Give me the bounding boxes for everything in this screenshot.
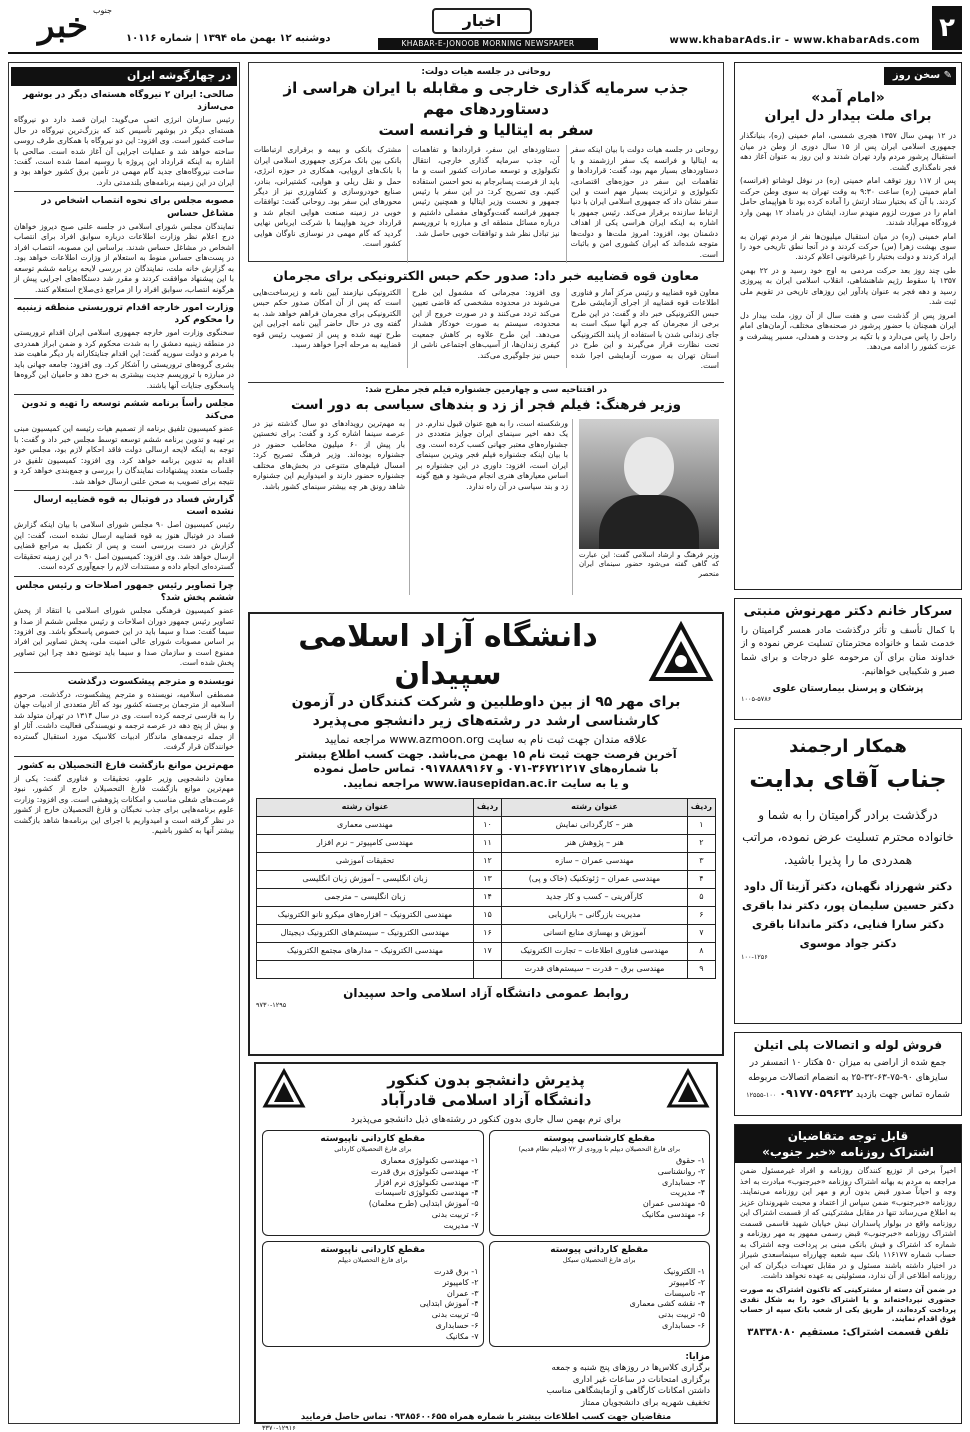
table-cell: ۱۰ <box>473 817 501 835</box>
sepidan-line2: کارشناسی ارشد در رشته‌های زیر دانشجو می‌پذیرد <box>312 712 660 729</box>
condolence2-name: جناب آقای بدایت <box>749 765 947 794</box>
left-section-title-text: در چهارگوشه ایران <box>127 69 231 82</box>
program-item: ۵- تربیت بدنی <box>658 1310 705 1320</box>
news-item-text: عضو کمیسیون فرهنگی مجلس شورای اسلامی با انتقاد از پخش تصاویر رئیس جمهور دوران اصلاحات و رئیس مجلس ششم از صدا و سیما گفت: صدا و سیما باید در این خصوص پاسخگو باشد. وی افزود: بر اساس مصوبات شورای عالی امنیت ملی، پخش تصاویر این افراد ممنوع است و سازمان صدا و سیما باید توضیح دهد چرا این تصاویر پخش شده است. <box>14 606 234 668</box>
table-row <box>257 961 716 979</box>
qadirabad-university-ad <box>254 1062 718 1432</box>
table-header: عنوان رشته <box>502 799 688 817</box>
benefit-item: تخفیف شهریه برای دانشجویان ممتاز <box>581 1397 710 1408</box>
condolence2-signer: دکتر شهرزاد نگهبان، دکتر آزیتا آل داود <box>743 880 953 894</box>
university-logo-icon <box>666 1068 710 1112</box>
qadirabad-header <box>262 1068 710 1112</box>
program-box-title: مقطع کاردانی ناپیوسته <box>320 1134 426 1145</box>
subscribe-text: اخیراً برخی از توزیع کنندگان روزنامه و افراد غیرمسئول ضمن مراجعه به مردم به بهانه اشتراک روزنامه «خبرجنوب» مبادرت به اخذ وجه و احیاناً صدور قبض بدون آرم و مهر این روزنامه می‌نمایند. روزنامه «خبرجنوب» ضمن سپاس از اعتماد و محبت شهروندان عزیز به اطلاع می‌رساند تنها در مقابل مشترکینی که از قسمت اشتراک این روزنامه واقع در بولوار پاسداران نبش خیابان شهید قاسمی قسمت اشتراک روزنامه «خبرجنوب» قبض رسمی ممهور به مهر روزنامه و شماره کد اشتراک و فیش بانکی مبنی بر پرداخت وجه اشتراک به حساب شماره ۱۱۶۱۷۷ بانک سپه شعبه چهارراه سینماسعدی شیراز در اختیار داشته باشند مسئول و در مقابل تعهدات دیگران که این روزنامه اطلاعی از آن ندارد، مسئولیتی به عهده نخواهد داشت. <box>740 1166 956 1281</box>
benefit-item: برگزاری امتحانات در ساعات غیر اداری <box>572 1374 710 1385</box>
condolence2-signer: دکتر جواد موسوی <box>799 936 897 950</box>
subscribe-phone-row <box>735 1326 961 1340</box>
editorial-tag <box>884 67 956 85</box>
news-item-text: عضو کمیسیون تلفیق برنامه از تصمیم هیات رئیسه این کمیسیون مبنی بر تهیه و تدوین برنامه ششم توسعه توسط مجلس خبر داد و گفت: با توجه به اینکه لایحه ارسالی دولت فاقد احکام لازم بود، مجلس خود اقدام به تدوین برنامه خواهد کرد. وی افزود: کمیسیون تلفیق در جلسات متعدد پیشنهادات نمایندگان را بررسی و جمع‌بندی خواهد کرد و نتیجه برای تصویب به صحن علنی ارسال خواهد شد. <box>14 424 234 486</box>
page-number: ۲ <box>932 6 962 50</box>
table-cell: تحقیقات آموزشی <box>257 853 474 871</box>
table-row <box>257 925 716 943</box>
logo-main: خبر <box>37 6 89 46</box>
condolence2-signer: دکتر حسین سلیمان پور، دکتر ندا باقری <box>741 898 955 912</box>
qadirabad-programs-grid <box>262 1130 710 1347</box>
qadirabad-title-1: پذیرش دانشجو بدون کنکور <box>387 1070 585 1089</box>
divider <box>14 394 234 395</box>
sepidan-line4: آخرین فرصت جهت ثبت نام ۱۵ بهمن می‌باشد. جهت کسب اطلاع بیشتر <box>295 747 677 761</box>
sale-code: ۱۰۰-۱۲۵۵۵ <box>746 1090 777 1099</box>
culture-story <box>248 382 724 610</box>
subscribe-note: در ضمن آن دسته از مشترکینی که تاکنون اشتراک به صورت حضوری نپرداخته‌اند و یا اشتراک خود را به شکل نقدی پرداخت کرده‌اند، از طریق یکی از شعب بانک سپه از حساب فوق اقدام نمایند. <box>740 1284 956 1324</box>
sepidan-title-block <box>256 618 640 693</box>
main-story-column: روحانی در جلسه هیات دولت با بیان اینکه سفر به ایتالیا و فرانسه یک سفر ارزشمند و با دستاوردهای بسیار مهم بود، گفت: قراردادها و تفاهمات این سفر در حوزه‌های اقتصادی، تکنولوژی و ترانزیت بسیار مهم است و این سفر نشان داد که جمهوری اسلامی ایران با دنیا ارتباط سازنده برقرار می‌کند. رئیس جمهور با اشاره به اینکه ایران هراسی یکی از اهداف دشمنان بود، افزود: امروز ملت‌ها و دولت‌ها متوجه شده‌اند که ایران کشوری امن و باثبات است. <box>566 145 718 263</box>
table-cell: ۹ <box>687 961 715 979</box>
news-item-title: نویسنده و مترجم پیشکسوت درگذشت <box>67 676 234 687</box>
table-cell: مهندسی معماری <box>257 817 474 835</box>
condolence1-signature: پزشکان و پرسنل بیمارستان علوی <box>772 684 924 695</box>
main-story-column: مشترک بانکی و بیمه و برقراری ارتباطات بانکی بین بانک مرکزی جمهوری اسلامی ایران با بانک‌های اروپایی، همکاری در حوزه انرژی، حمل و نقل ریلی و هوایی، کشتیرانی، بنادر، صنایع خودروسازی و کشاورزی نیز از دیگر محورهای این سفر بود. روحانی گفت: توافقات خوبی در زمینه صنعت هوایی انجام شد و قرارداد خرید هواپیما با شرکت ایرباس نهایی گردید که گام مهمی در نوسازی ناوگان هوایی کشور است. <box>254 145 402 249</box>
table-cell: مهندسی الکترونیک – مدارهای مجتمع الکترونیک <box>257 943 474 961</box>
sepidan-line3: علاقه مندان جهت ثبت نام به سایت www.azmoon.org مراجعه نمایید <box>324 732 648 746</box>
table-header: ردیف <box>687 799 715 817</box>
table-row <box>257 817 716 835</box>
editorial-paragraph: طی چند روز بعد حرکت مردمی به اوج خود رسید و در ۲۲ بهمن ۱۳۵۷ با سقوط رژیم شاهنشاهی، انقلاب اسلامی ایران به پیروزی رسید و دهه فجر به عنوان یادآور این روزهای تاریخی در تقویم ملی ثبت شد. <box>740 265 957 307</box>
table-cell: هنر – کارگردانی نمایش <box>502 817 688 835</box>
divider <box>14 672 234 673</box>
table-cell: مهندسی عمران – سازه <box>502 853 688 871</box>
masthead-rule <box>8 52 962 54</box>
table-cell <box>473 961 501 979</box>
judiciary-story <box>248 266 724 378</box>
condolence1-text: با کمال تأسف و تأثر درگذشت مادر همسر گرامیتان را خدمت شما و خانواده محترمتان تسلیت عرض نموده و از خداوند منان برای آن مرحومه علو درجات و برای شما صبر و شکیبایی خواهانیم. <box>741 625 955 678</box>
program-box-title: مقطع کاردانی پیوسته <box>550 1245 649 1256</box>
newspaper-logo <box>8 6 118 50</box>
table-cell: هنر – پژوهش هنر <box>502 835 688 853</box>
table-row <box>257 889 716 907</box>
program-item: ۲- کامپیوتر <box>442 1277 479 1287</box>
program-item: ۶- حسابداری <box>435 1321 479 1331</box>
news-item-title: گزارش فساد در فوتبال به قوه قضاییه ارسال نشده است <box>33 495 234 518</box>
culture-headline: وزیر فرهنگ: فیلم فجر از زد و بندهای سیاسی به دور است <box>290 397 682 414</box>
table-cell: مهندسی کامپیوتر – نرم افزار <box>257 835 474 853</box>
judiciary-column: معاون قوه قضاییه و رئیس مرکز آمار و فناوری اطلاعات قوه قضاییه از اجرای آزمایشی طرح حبس الکترونیکی خبر داد و گفت: در این طرح برخی از مجرمان که جرم آنها سبک است به جای زندانی شدن با استفاده از پابند الکترونیکی تحت نظارت قرار می‌گیرند و این طرح در استان تهران به صورت آزمایشی اجرا شده است. <box>566 288 719 368</box>
table-row <box>257 907 716 925</box>
program-item: ۱- الکترونیک <box>663 1267 705 1277</box>
editorial-paragraph: امام خمینی (ره) در میان استقبال میلیون‌ها نفر از مردم تهران به سوی بهشت زهرا (س) حرکت کردند و در آنجا نطق تاریخی خود را ایراد کردند و دولت بختیار را غیرقانونی اعلام کردند. <box>740 231 956 262</box>
program-item: ۶- مهندسی مکانیک <box>641 1210 705 1220</box>
table-cell: ۱۶ <box>473 925 501 943</box>
editorial-paragraph: در ۱۲ بهمن سال ۱۳۵۷ هجری شمسی، امام خمینی (ره)، بنیانگذار جمهوری اسلامی ایران پس از ۱۵ سال دوری از وطن در میان استقبال پرشور مردم وارد تهران شدند و این روز به عنوان آغاز دهه فجر نامگذاری گشت. <box>740 131 956 172</box>
table-cell: آموزش و بهسازی منابع انسانی <box>502 925 688 943</box>
table-cell: ۱۱ <box>473 835 501 853</box>
news-item-title: مهم‌ترین موانع بازگشت فارغ التحصیلان به کشور <box>18 760 234 771</box>
section-box <box>432 8 532 34</box>
news-item-text: معاون دانشجویی وزیر علوم، تحقیقات و فناوری گفت: یکی از مهم‌ترین موانع بازگشت فارغ التحصیلان خارج از کشور، نبود فرصت‌های شغلی مناسب و امکانات پژوهشی است. وی افزود: وزارت علوم برنامه‌هایی برای جذب نخبگان و فارغ التحصیلان خارج از کشور در نظر گرفته است و امیدواریم با اجرای این برنامه‌ها شاهد بازگشت بیشتر آنها به کشور باشیم. <box>14 773 234 836</box>
website[interactable]: www.khabarAds.ir - www.khabarAds.com <box>669 35 920 46</box>
condolence2-code: ۱۰۰-۱۲۵۶ <box>741 953 768 962</box>
culture-photo-caption: وزیر فرهنگ و ارشاد اسلامی گفت: این عبارت که گاهی گفته می‌شود حضور سینمای ایران منحصر <box>579 550 719 578</box>
table-cell: مهندسی الکترونیک – سیستم‌های الکترونیک دیجیتال <box>257 925 474 943</box>
program-box-sub: برای فارغ التحصیلان دیپلم با ورودی از ۷۲ (دیپلم نظام قدیم) <box>518 1145 681 1154</box>
table-row <box>257 835 716 853</box>
program-item: ۵- آموزش ابتدایی (طرح معلمان) <box>368 1199 479 1209</box>
program-box <box>489 1241 711 1347</box>
divider <box>14 576 234 577</box>
news-item-title: صالحی: ایران ۲ نیروگاه هسته‌ای دیگر در بوشهر می‌سازد <box>23 89 234 112</box>
table-cell <box>257 961 474 979</box>
program-item: ۳- عمران <box>446 1288 479 1298</box>
table-cell: ۲ <box>687 835 715 853</box>
table-cell: ۱۳ <box>473 871 501 889</box>
main-headline-2: سفر به ایتالیا و فرانسه است <box>378 121 594 140</box>
section-title: اخبار <box>462 11 502 30</box>
program-item: ۴- آموزش ابتدایی <box>419 1299 479 1309</box>
benefit-item: برگزاری کلاس‌ها در روزهای پنج شنبه و جمعه <box>551 1363 710 1374</box>
program-box-sub: برای فارغ التحصیلان کاردانی <box>334 1145 412 1154</box>
table-cell: کارآفرینی – کسب و کار جدید <box>502 889 688 907</box>
table-cell: ۸ <box>687 943 715 961</box>
sepidan-code: ۹۷۳۰-۱۲۹۵ <box>256 1001 287 1010</box>
program-item: ۷- مکانیک <box>445 1331 479 1341</box>
left-section-title <box>11 67 237 86</box>
program-box-title: مقطع کارشناسی پیوسته <box>543 1134 656 1145</box>
program-box <box>262 1241 484 1347</box>
program-item: ۳- مهندسی تکنولوژی نرم افزار <box>375 1177 479 1187</box>
qadirabad-title-2: دانشگاه آزاد اسلامی قادرآباد <box>380 1091 592 1109</box>
culture-body <box>253 419 719 598</box>
table-cell: ۳ <box>687 853 715 871</box>
subscribe-phone-label: تلفن قسمت اشتراک: مستقیم <box>799 1327 949 1339</box>
university-logo-icon <box>262 1068 306 1112</box>
table-cell: زبان انگلیسی – آموزش زبان انگلیسی <box>257 871 474 889</box>
table-cell: ۴ <box>687 871 715 889</box>
main-kicker: روحانی در جلسه هیات دولت: <box>421 67 551 77</box>
qadirabad-code: ۳۳۷۰-۱۲۹۱۶ <box>262 1423 296 1432</box>
left-news-column <box>8 62 240 1424</box>
table-cell: ۵ <box>687 889 715 907</box>
table-row <box>257 871 716 889</box>
main-headline-1: جذب سرمایه گذاری خارجی و مقابله با ایران هراسی از دستاوردهای مهم <box>283 79 689 119</box>
portrait-head <box>624 437 674 497</box>
table-cell: ۱۲ <box>473 853 501 871</box>
news-item-text: رئیس سازمان انرژی اتمی می‌گوید: ایران قصد دارد دو نیروگاه هسته‌ای دیگر در بوشهر تأسیس کند که بزرگ‌ترین نیروگاه در حال ساخت کشور است. وی افزود: این دو نیروگاه با همکاری طرف روسی ساخته خواهد شد و عملیات اجرایی آن آغاز شده است. صالحی با اشاره به اینکه قرارداد این پروژه با روسیه امضا شده است، گفت: ساخت نیروگاه‌های جدید گام مهمی در تأمین برق کشور خواهد بود و ایران در این زمینه برنامه‌های بلندمدتی دارد. <box>14 115 234 187</box>
editorial-paragraph: پس از ۱۱۷ روز توقف امام خمینی (ره) در نوفل لوشاتو (فرانسه) امام خمینی (ره) ساعت ۹:۳۰ به وقت تهران به سوی وطن حرکت کردند. با آن که بختیار ستاد ارتش را آماده کرده بود تا هواپیمای حامل امام را در صورت لزوم منهدم سازد، ایشان در بامداد ۱۲ بهمن وارد فرودگاه مهرآباد شدند. <box>740 176 956 228</box>
table-cell: ۱۴ <box>473 889 501 907</box>
logo-sub: جنوب <box>92 6 112 15</box>
program-box <box>489 1130 711 1236</box>
divider <box>14 298 234 299</box>
program-item: ۲- روانشناسی <box>657 1166 705 1176</box>
program-item: ۵- تربیت بدنی <box>431 1310 479 1320</box>
table-cell: ۶ <box>687 907 715 925</box>
culture-column: به مهم‌ترین رویدادهای دو سال گذشته نیز در عرصه سینما اشاره کرد و گفت: برای نخستین بار پیش از ۶۰ میلیون مخاطب حضور در جشنواره بوده‌اند. وزیر فرهنگ تصریح کرد: امسال فیلم‌های متنوعی در بخش‌های مختلف جشنواره حضور دارند و امیدواریم این جشنواره شاهد رونق هر چه بیشتر سینمای کشور باشد. <box>253 419 410 595</box>
judiciary-column: وی افزود: مجرمانی که مشمول این طرح می‌شوند در محدوده مشخصی که قاضی تعیین می‌کند تردد می‌کنند و در صورت خروج از این محدوده، سیستم به صورت خودکار هشدار می‌دهد. این طرح علاوه بر کاهش جمعیت کیفری زندان‌ها، از آسیب‌های اجتماعی ناشی از حبس نیز جلوگیری می‌کند. <box>407 288 560 368</box>
divider <box>14 490 234 491</box>
qadirabad-title-block <box>312 1070 660 1111</box>
sale-phone[interactable]: ۰۹۱۷۷۰۵۹۶۳۲ <box>779 1086 854 1100</box>
university-logo-icon <box>646 621 716 691</box>
news-item-text: رئیس کمیسیون اصل ۹۰ مجلس شورای اسلامی با بیان اینکه گزارش فساد در فوتبال هنوز به قوه قضاییه ارسال نشده است، گفت: این گزارش در دست بررسی است و پس از تکمیل به مراجع قضایی ارسال خواهد شد. وی افزود: کمیسیون اصل ۹۰ در این زمینه تحقیقات گسترده‌ای انجام داده و مستندات لازم را جمع‌آوری کرده است. <box>14 520 234 572</box>
editorial-title-1: «امام آمد» <box>811 89 885 106</box>
judiciary-headline: معاون قوه قضاییه خبر داد: صدور حکم حبس الکترونیکی برای مجرمان <box>273 268 699 283</box>
pen-icon: ✎ <box>940 70 952 81</box>
masthead <box>8 6 962 54</box>
divider <box>14 191 234 192</box>
table-header: عنوان رشته <box>257 799 474 817</box>
table-cell: ۷ <box>687 925 715 943</box>
sale-title: فروش لوله و اتصالات پلی اتیلن <box>753 1038 943 1052</box>
subscription-notice <box>734 1124 962 1424</box>
table-cell: زبان انگلیسی – مترجمی <box>257 889 474 907</box>
program-item: ۱- مهندسی تکنولوژی معماری <box>380 1156 479 1166</box>
sepidan-line1: برای مهر ۹۵ از بین داوطلبین و شرکت کنندگان در آزمون <box>291 694 681 710</box>
table-cell: مهندسی برق – قدرت – سیستم‌های قدرت <box>502 961 688 979</box>
minister-photo <box>579 419 719 549</box>
benefit-item: داشتن امکانات کارگاهی و آزمایشگاهی مناسب <box>546 1386 710 1397</box>
program-box-sub: برای فارغ التحصیلان سیکل <box>562 1256 636 1265</box>
pipe-sale-ad <box>734 1032 962 1116</box>
program-item: ۱- برق قدرت <box>433 1267 479 1277</box>
news-item-title: مجلس رأساً برنامه ششم توسعه را تهیه و تدوین می‌کند <box>21 399 234 422</box>
sale-text: جمع شده از اراضی به میزان ۵۰ هکتار ۱۰ اتمسفر در سایزهای ۹۰-۷۵-۶۳-۳۲-۲۵ به انضمام اتصالات مربوطه <box>748 1058 948 1083</box>
judiciary-columns <box>253 288 719 371</box>
program-item: ۳- تاسیسات <box>664 1288 705 1298</box>
program-item: ۶- حسابداری <box>661 1321 705 1331</box>
program-item: ۳- حسابداری <box>661 1177 705 1187</box>
program-item: ۱- حقوق <box>675 1156 705 1166</box>
table-cell: ۱ <box>687 817 715 835</box>
table-cell: مهندسی الکترونیک – افزاره‌های میکرو نانو الکترونیک <box>257 907 474 925</box>
divider <box>14 756 234 757</box>
portrait-body <box>599 495 699 549</box>
editorial-tag-label: سخن روز <box>892 70 941 81</box>
program-box-sub: برای فارغ التحصیلان دیپلم <box>337 1256 408 1265</box>
sepidan-line5: با شماره‌های ۳۶۷۲۱۲۱۷-۰۷۱ و ۰۹۱۷۸۸۸۹۱۶۷ تماس حاصل نموده <box>313 762 659 776</box>
table-cell: مدیریت بازرگانی – بازاریابی <box>502 907 688 925</box>
program-item: ۶- تربیت بدنی <box>431 1210 479 1220</box>
table-cell: مهندسی فناوری اطلاعات – تجارت الکترونیک <box>502 943 688 961</box>
subscribe-phone[interactable]: ۳۸۳۳۸۰۸۰ <box>747 1327 797 1339</box>
qadirabad-contact: متقاضیان جهت کسب اطلاعات بیشتر با شماره همراه ۰۹۳۸۵۶۰۰۶۵۵ تماس حاصل فرمایید <box>300 1412 672 1423</box>
news-item-text: مصطفی اسلامیه، نویسنده و مترجم پیشکسوت، درگذشت. مرحوم اسلامیه از مترجمان برجسته کشور بود که آثار متعددی از ادبیات جهان را به فارسی ترجمه کرده است. وی در سال ۱۳۱۴ در تهران متولد شد و بیش از پنج دهه در عرصه ترجمه و نویسندگی فعالیت داشت. آثار او از جمله ترجمه‌های ماندگار ادبیات کلاسیک مورد استقبال گسترده خوانندگان قرار گرفت. <box>14 690 234 752</box>
condolence-ad-1 <box>734 598 962 720</box>
editorial-title-2: برای ملت بیدار دل ایران <box>764 108 932 125</box>
table-cell: ۱۵ <box>473 907 501 925</box>
subscribe-title-1: قابل توجه متقاضیان <box>787 1129 909 1143</box>
editorial-paragraph: امروز پس از گذشت سی و هفت سال از آن روز، ملت بیدار دل ایران همچنان با حضور پرشور در صحنه‌های مختلف، آرمان‌های امام راحل را پاس می‌دارد و با تکیه بر وحدت و همدلی، مسیر پیشرفت و عزت کشور را ادامه می‌دهد. <box>740 310 956 352</box>
condolence1-title: سرکار خانم دکتر مهرنوش منبتی <box>743 604 953 619</box>
editorial-box <box>734 62 962 590</box>
table-header-row <box>257 799 716 817</box>
program-box-title: مقطع کاردانی ناپیوسته <box>320 1245 426 1256</box>
program-item: ۴- مدیریت <box>670 1188 705 1198</box>
condolence2-text: درگذشت برادر گرامیتان را به شما و خانواده محترم تسلیت عرض نموده، مراتب همدردی ما را پذیرا باشید. <box>742 807 954 868</box>
sale-phone-label: شماره تماس جهت بازدید <box>855 1089 950 1100</box>
news-item-title: وزارت امور خارجه اقدام تروریستی منطقه زینبیه را محکوم کرد <box>16 302 234 326</box>
culture-column: ورشکسته است، را به هیچ عنوان قبول ندارم. در یک دهه اخیر سینمای ایران جوایز متعددی در جشنواره‌های معتبر جهانی کسب کرده است. وی با بیان اینکه جشنواره فیلم فجر ویترین سینمای ایران است، افزود: داوری در این جشنواره بر اساس معیارهای هنری انجام می‌شود و هیچ گونه زد و بند سیاسی در آن راه ندارد. <box>416 419 573 595</box>
condolence1-code: ۱۰۰۵-۵۷۸۶ <box>741 695 772 704</box>
condolence2-header: همکار ارجمند <box>789 736 907 757</box>
english-subtitle-text: KHABAR-E-JONOOB MORNING NEWSPAPER <box>401 39 575 48</box>
program-item: ۲- کامپیوتر <box>669 1277 705 1287</box>
program-item: ۴- مهندسی تکنولوژی تاسیسات <box>374 1188 479 1198</box>
program-item: ۷- مدیریت <box>443 1220 479 1230</box>
judiciary-column: الکترونیکی نیازمند آیین نامه و زیرساخت‌هایی است که پس از آن امکان صدور حکم حبس الکترونیکی برای مجرمان فراهم خواهد شد. به گفته وی در حال حاضر آیین نامه اجرایی این طرح تهیه شده و پس از تصویب رئیس قوه قضاییه به مرحله اجرا خواهد رسید. <box>253 287 401 350</box>
table-cell: مهندسی عمران – ژئوتکنیک (خاک و پی) <box>502 871 688 889</box>
program-item: ۴- نقشه کشی معماری <box>629 1299 705 1309</box>
culture-photo-col <box>579 419 719 598</box>
subscribe-title-2: اشتراک روزنامه «خبر جنوب» <box>762 1145 934 1160</box>
main-story <box>248 62 724 262</box>
main-story-column: دستاوردهای این سفر، قراردادها و تفاهمات آن، جذب سرمایه گذاری خارجی، انتقال تکنولوژی و توسعه صادرات کشور است و ما باید از فرصت پسابرجام به نحو احسن استفاده کنیم. وی تصریح کرد: در این سفر با رئیس جمهور و نخست وزیر ایتالیا و همچنین رئیس جمهور فرانسه گفت‌وگوهای مفصلی داشتیم و درباره مسائل منطقه ای و مبارزه با تروریسم نیز تبادل نظر شد و توافقات خوبی حاصل شد. <box>407 145 559 263</box>
program-item: ۲- مهندسی تکنولوژی برق قدرت <box>371 1166 479 1176</box>
main-story-columns <box>254 145 718 266</box>
sepidan-footer: روابط عمومی دانشگاه آزاد اسلامی واحد سپیدان <box>343 986 629 1001</box>
news-item-title: مصوبه مجلس برای نحوه انتصاب اشخاص در مشاغل حساس <box>41 196 234 219</box>
news-item-text: نمایندگان مجلس شورای اسلامی در جلسه علنی صبح دیروز خواهان درج اعلام نظر وزارت اطلاعات درباره سوابق افراد برای انتصاب اشخاص در مشاغل حساس شدند. براساس این مصوبه، انتصاب افراد در پست‌های حساس منوط به استعلام از وزارت اطلاعات خواهد بود. به گزارش خانه ملت، نمایندگان در بررسی لایحه برنامه ششم توسعه با این پیشنهاد موافقت کردند و مقرر شد دستگاه‌های اجرایی پیش از هرگونه انتصاب، سوابق افراد را از مراجع ذی‌صلاح استعلام کنند. <box>14 221 234 294</box>
qadirabad-subtitle: برای ترم بهمن سال جاری بدون کنکور در رشته‌های ذیل دانشجو می‌پذیرد <box>350 1115 622 1125</box>
benefits-title: مزایا: <box>685 1352 710 1363</box>
program-box <box>262 1130 484 1236</box>
culture-kicker: در افتتاحیه سی و چهارمین جشنواره فیلم فجر مطرح شد: <box>365 385 607 395</box>
condolence2-signer: دکتر سارا فنایی، دکتر ماندانا باقری <box>751 917 945 931</box>
sepidan-line6: و یا به سایت www.iausepidan.ac.ir مراجعه نمایید. <box>343 777 629 791</box>
table-header: ردیف <box>473 799 501 817</box>
sepidan-title: دانشگاه آزاد اسلامی سپیدان <box>298 619 598 692</box>
news-item-title: چرا تصاویر رئیس جمهور اصلاحات و رئیس مجلس ششم پخش شد؟ <box>15 580 234 603</box>
news-item-text: سخنگوی وزارت امور خارجه جمهوری اسلامی ایران اقدام تروریستی در منطقه زینبیه دمشق را به شدت محکوم کرد و ضمن ابراز همدردی با مردم و دولت سوریه گفت: این اقدام جنایتکارانه بار دیگر ماهیت ضد بشری گروه‌های تروریستی را آشکار کرد. وی افزود: جامعه جهانی باید در مبارزه با تروریسم جدیت بیشتری به خرج دهد و حامیان این گروه‌ها پاسخگوی جنایات آنها باشند. <box>14 328 234 390</box>
sale-phone-row <box>741 1087 955 1102</box>
dateline: دوشنبه ۱۲ بهمن ماه ۱۳۹۴ | شماره ۱۰۱۱۶ <box>126 33 331 44</box>
table-cell: ۱۷ <box>473 943 501 961</box>
english-subtitle <box>378 38 598 50</box>
sepidan-header <box>256 618 716 693</box>
subscribe-title-block <box>735 1125 961 1163</box>
sepidan-university-ad <box>248 612 724 1056</box>
table-row <box>257 943 716 961</box>
condolence-ad-2 <box>734 728 962 1024</box>
sepidan-programs-table <box>256 798 716 979</box>
table-row <box>257 853 716 871</box>
program-item: ۵- مهندسی عمران <box>642 1199 705 1209</box>
